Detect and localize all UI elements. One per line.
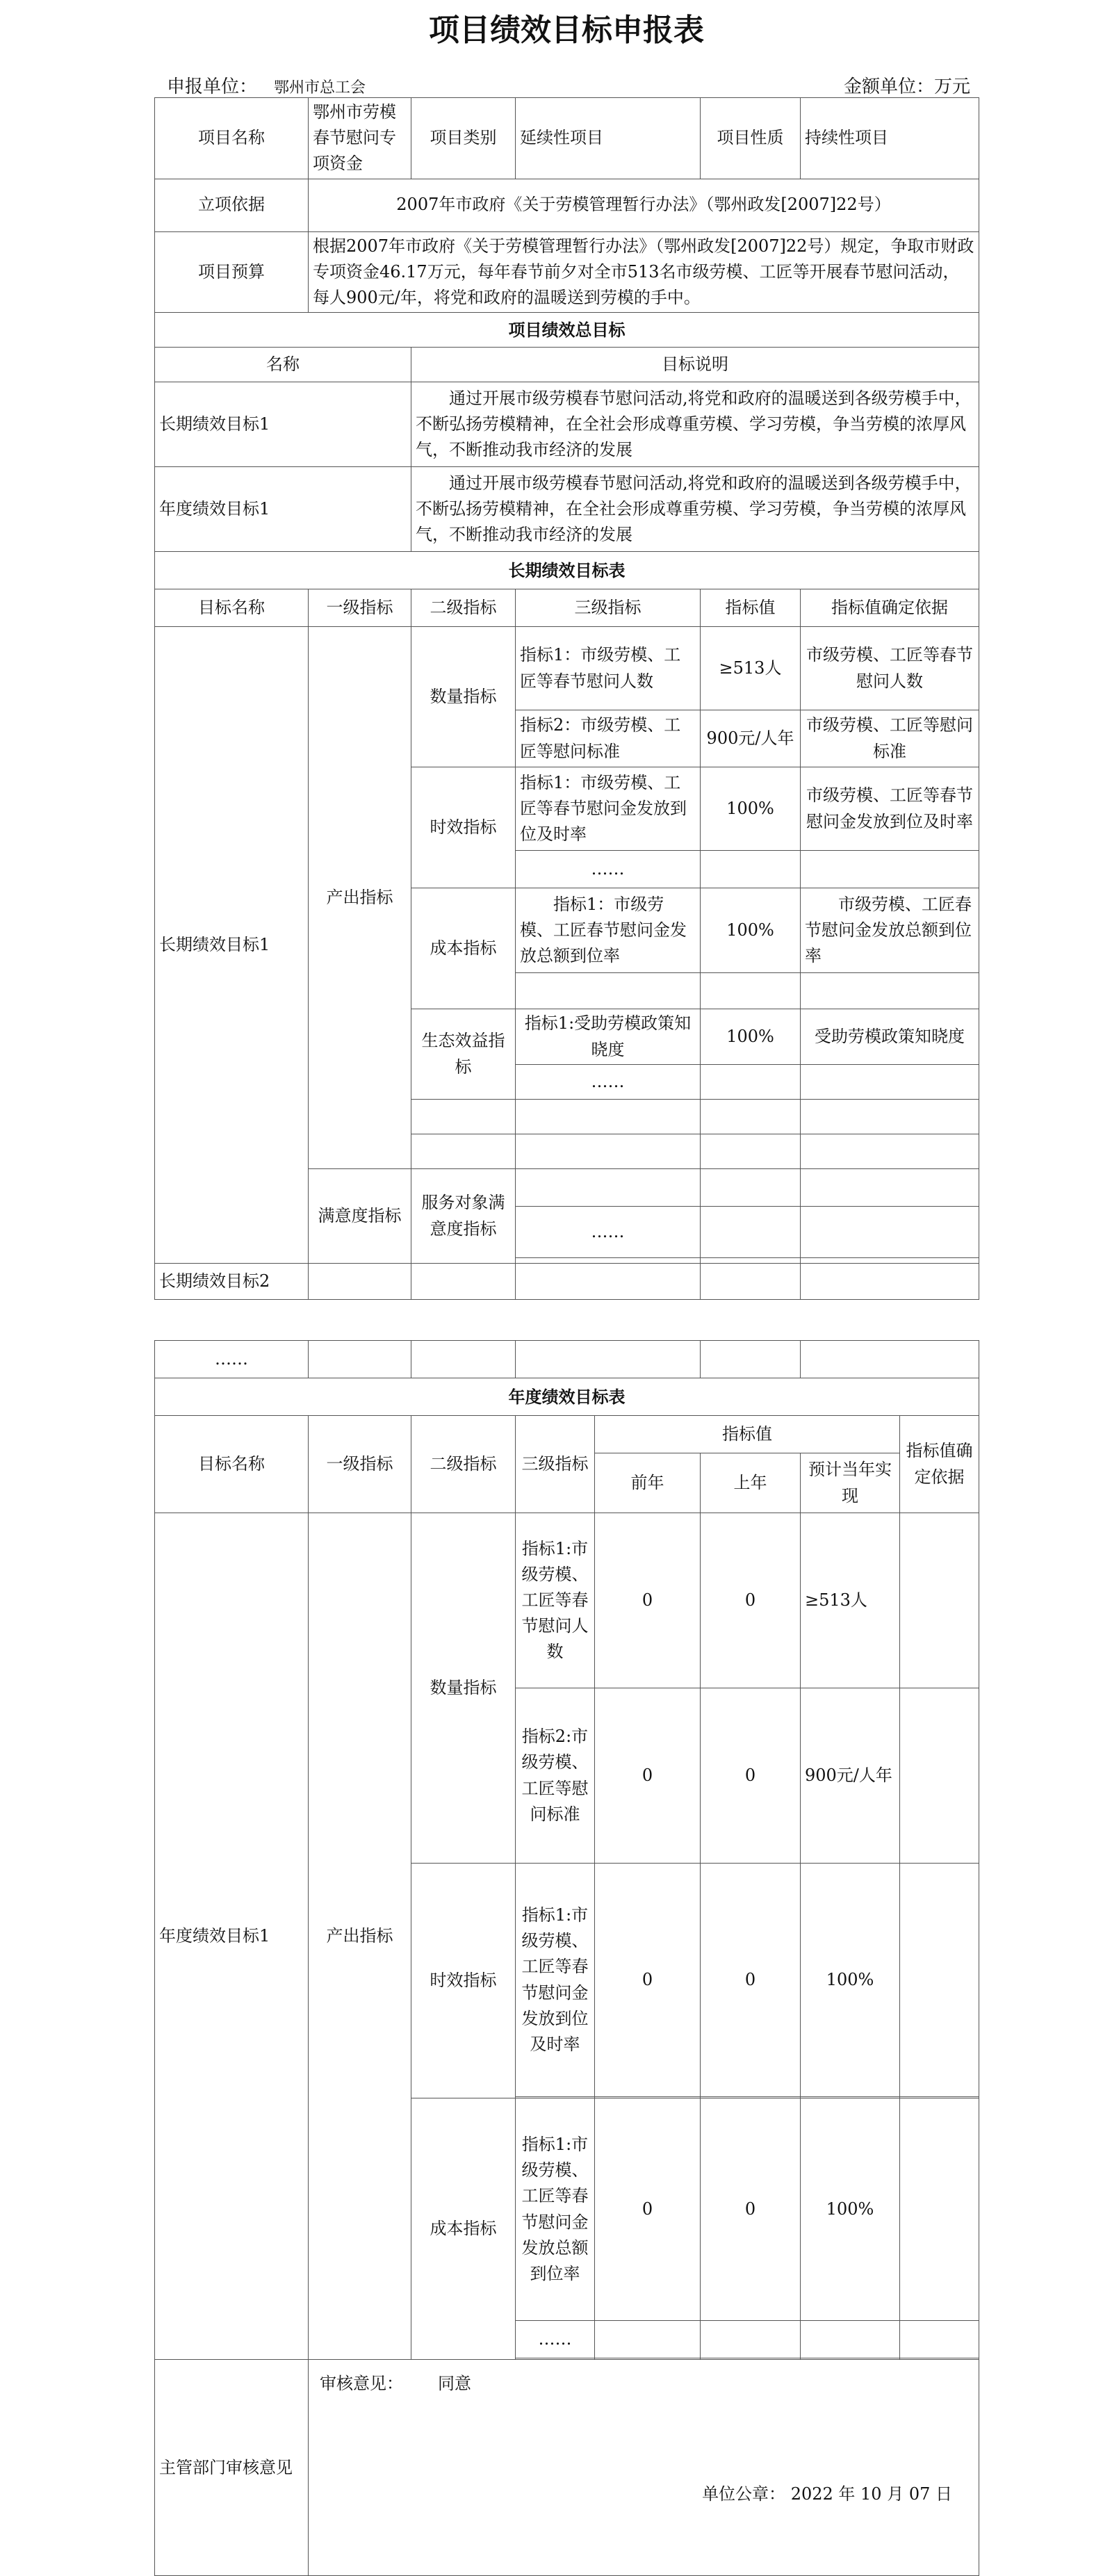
basic-row-basis [155,179,979,231]
timeliness-indicator: 时效指标 [411,767,516,888]
indicator-basis: 市级劳模、工匠等慰问标准 [801,710,979,767]
value-expected: 100% [801,2098,900,2321]
basic-row-budget [155,231,979,313]
cost-indicator: 成本指标 [411,2098,516,2360]
overall-goal-desc: 通过开展市级劳模春节慰问活动,将党和政府的温暖送到各级劳模手中，不断弘扬劳模精神，在全社会形成尊重劳模、学习劳模，争当劳模的浓厚风气，不断推动我市经济的发展 [411,467,979,552]
project-name-value: 鄂州市劳模春节慰问专项资金 [309,98,411,179]
col-level1: 一级指标 [309,1416,411,1513]
project-category-label: 项目类别 [411,98,516,179]
value-prev1: 0 [701,1864,801,2097]
project-name-label: 项目名称 [155,98,309,179]
indicator-text: 指标1:市级劳模、工匠等春节慰问金发放总额到位率 [516,2098,595,2321]
col-basis: 指标值确定依据 [801,589,979,627]
indicator-text: 指标1:市级劳模、工匠等春节慰问人数 [516,1513,595,1688]
col-prev2: 前年 [595,1453,701,1513]
review-opinion-value: 同意 [438,2374,471,2394]
applicant-label: 申报单位： [167,76,258,97]
col-goal-name: 目标名称 [155,1416,309,1513]
col-value: 指标值 [595,1416,900,1453]
col-goal-name: 目标名称 [155,589,309,627]
value-prev2: 0 [595,2098,701,2321]
satisfaction-indicator: 满意度指标 [309,1169,411,1264]
col-value: 指标值 [701,589,801,627]
overall-col-name: 名称 [155,348,411,382]
col-level1: 一级指标 [309,589,411,627]
amount-unit: 金额单位：万元 [843,76,970,97]
indicator-text: 指标1:受助劳模政策知晓度 [516,1009,701,1065]
main-table [154,97,979,1300]
longterm-goal-1: 长期绩效目标1 [155,627,309,1264]
value-expected: ≥513人 [801,1513,900,1688]
longterm-goal-2: 长期绩效目标2 [155,1264,309,1300]
indicator-text: 指标2：市级劳模、工匠等慰问标准 [516,710,701,767]
project-nature-label: 项目性质 [701,98,801,179]
longterm-header-row [155,589,979,627]
annual-heading: 年度绩效目标表 [155,1378,979,1416]
indicator-text: 指标1：市级劳模、工匠等春节慰问人数 [516,627,701,710]
project-nature-value: 持续性项目 [801,98,979,179]
review-opinion-label: 审核意见： [320,2374,403,2394]
review-label: 主管部门审核意见 [155,2360,309,2576]
page-title: 项目绩效目标申报表 [429,13,704,48]
annual-header-row [155,1416,979,1453]
value-prev2: 0 [595,1864,701,2097]
indicator-value: 100% [701,767,801,851]
indicator-text: 指标1：市级劳模、工匠等春节慰问金发放到位及时率 [516,767,701,851]
overall-goal-name: 年度绩效目标1 [155,467,411,552]
indicator-value: ≥513人 [701,627,801,710]
output-indicator: 产出指标 [309,1513,411,2360]
quantity-indicator: 数量指标 [411,627,516,767]
eco-benefit-indicator: 生态效益指标 [411,1009,516,1100]
col-level3: 三级指标 [516,1416,595,1513]
timeliness-indicator: 时效指标 [411,1864,516,2098]
indicator-text: 指标1：市级劳模、工匠春节慰问金发放总额到位率 [516,888,701,973]
form-meta [154,60,979,97]
value-prev2: 0 [595,1688,701,1864]
indicator-basis: 受助劳模政策知晓度 [801,1009,979,1065]
col-level2: 二级指标 [411,589,516,627]
table-row [155,1264,979,1300]
budget-value: 根据2007年市政府《关于劳模管理暂行办法》（鄂州政发[2007]22号）规定，争取市财政专项资金46.17万元，每年春节前夕对全市513名市级劳模、工匠等开展春节慰问活动，每人900元/年，将党和政府的温暖送到劳模的手中。 [309,231,979,313]
col-prev1: 上年 [701,1453,801,1513]
basis-label: 立项依据 [155,179,309,231]
project-category-value: 延续性项目 [516,98,701,179]
value-prev2: 0 [595,1513,701,1688]
output-indicator: 产出指标 [309,627,411,1169]
form-page [154,0,979,2576]
col-basis: 指标值确定依据 [900,1416,979,1513]
ellipsis: …… [516,1207,701,1258]
cost-indicator: 成本指标 [411,888,516,1009]
indicator-basis: 市级劳模、工匠等春节慰问人数 [801,627,979,710]
value-expected: 900元/人年 [801,1688,900,1864]
value-prev1: 0 [701,1513,801,1688]
longterm-heading: 长期绩效目标表 [155,552,979,589]
overall-goal-desc: 通过开展市级劳模春节慰问活动,将党和政府的温暖送到各级劳模手中，不断弘扬劳模精神，在全社会形成尊重劳模、学习劳模，争当劳模的浓厚风气，不断推动我市经济的发展 [411,382,979,467]
value-prev1: 0 [701,2098,801,2321]
basic-row-name [155,98,979,179]
indicator-text: 指标2:市级劳模、工匠等慰问标准 [516,1688,595,1864]
value-expected: 100% [801,1864,900,2097]
table-row [155,1513,979,1688]
annual-table [154,1340,979,2576]
indicator-basis: 市级劳模、工匠等春节慰问金发放到位及时率 [801,767,979,851]
overall-row [155,382,979,467]
indicator-basis: 市级劳模、工匠春节慰问金发放总额到位率 [801,888,979,973]
ellipsis: …… [516,851,701,888]
quantity-indicator: 数量指标 [411,1513,516,1864]
table-row [155,1341,979,1378]
indicator-value: 100% [701,1009,801,1065]
review-row [155,2360,979,2576]
official-seal-date: 单位公章： 2022 年 10 月 07 日 [702,2484,952,2504]
overall-col-desc: 目标说明 [411,348,979,382]
service-satisfaction-indicator: 服务对象满意度指标 [411,1169,516,1264]
col-expected: 预计当年实现 [801,1453,900,1513]
overall-goal-name: 长期绩效目标1 [155,382,411,467]
continuation-ellipsis: …… [155,1341,309,1378]
col-level2: 二级指标 [411,1416,516,1513]
indicator-value: 900元/人年 [701,710,801,767]
overall-heading: 项目绩效总目标 [155,313,979,348]
review-box [309,2360,979,2576]
budget-label: 项目预算 [155,231,309,313]
table-row [155,627,979,710]
ellipsis: …… [516,2321,595,2358]
basis-value: 2007年市政府《关于劳模管理暂行办法》（鄂州政发[2007]22号） [309,179,979,231]
indicator-value: 100% [701,888,801,973]
annual-goal-1: 年度绩效目标1 [155,1513,309,2360]
applicant-value: 鄂州市总工会 [274,79,366,97]
ellipsis: …… [516,1065,701,1100]
indicator-text: 指标1:市级劳模、工匠等春节慰问金发放到位及时率 [516,1864,595,2097]
overall-row [155,467,979,552]
col-level3: 三级指标 [516,589,701,627]
value-prev1: 0 [701,1688,801,1864]
